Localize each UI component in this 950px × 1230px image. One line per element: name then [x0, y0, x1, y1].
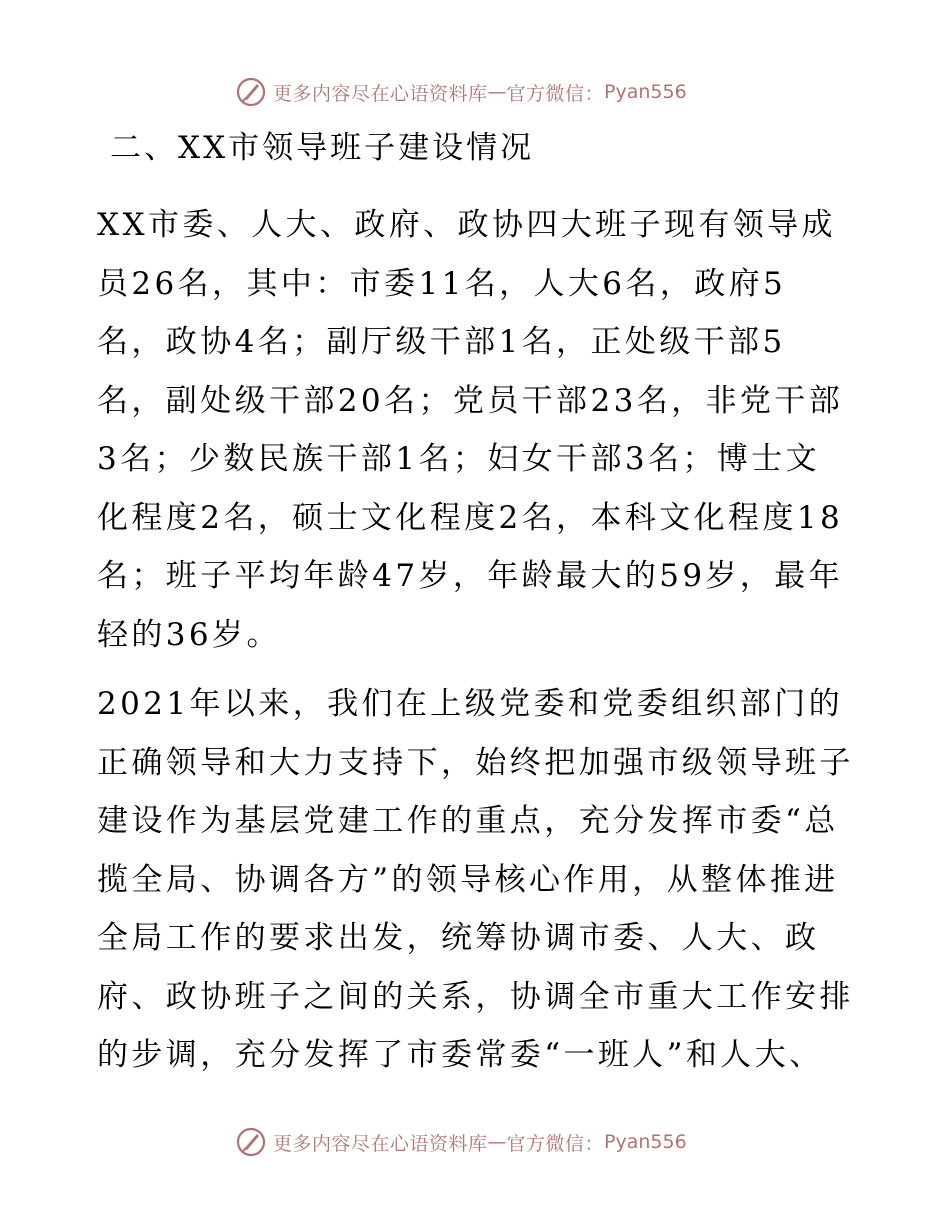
paragraph-line: 正确领导和大力支持下，始终把加强市级领导班子	[97, 744, 854, 781]
quill-logo-icon	[235, 1126, 267, 1158]
paragraph-line: 员26名，其中：市委11名，人大6名，政府5	[97, 265, 787, 302]
paragraph-2	[97, 675, 857, 1085]
watermark-handle: Pyan556	[604, 81, 687, 103]
paragraph-line: 府、政协班子之间的关系，协调全市重大工作安排	[97, 978, 854, 1015]
paragraph-line: 全局工作的要求出发，统筹协调市委、人大、政	[97, 920, 820, 956]
paragraph-line: 的步调，充分发挥了市委常委“一班人”和人大、	[97, 1037, 824, 1073]
paragraph-1	[97, 196, 857, 664]
watermark-handle: Pyan556	[604, 1131, 687, 1153]
watermark-separator: —	[487, 81, 507, 103]
watermark-main-text: 更多内容尽在心语资料库	[273, 1132, 488, 1155]
section-heading: 二、XX市领导班子建设情况	[110, 130, 535, 166]
paragraph-line: 建设作为基层党建工作的重点，充分发挥市委“总	[97, 803, 839, 839]
paragraph-line: XX市委、人大、政府、政协四大班子现有领导成	[97, 207, 836, 243]
paragraph-line: 名，政协4名；副厅级干部1名，正处级干部5	[97, 324, 786, 360]
paragraph-line: 轻的36岁。	[97, 616, 281, 653]
paragraph-line: 3名；少数民族干部1名；妇女干部3名；博士文	[97, 441, 820, 477]
paragraph-line: 名，副处级干部20名；党员干部23名，非党干部	[97, 382, 844, 419]
paragraph-line: 化程度2名，硕士文化程度2名，本科文化程度18	[97, 499, 844, 536]
header-watermark	[235, 74, 687, 110]
watermark-separator: —	[487, 1131, 507, 1153]
watermark-suffix-text: 官方微信：	[506, 1132, 605, 1155]
watermark-main-text: 更多内容尽在心语资料库	[273, 82, 488, 105]
watermark-suffix-text: 官方微信：	[506, 82, 605, 105]
paragraph-line: 2021年以来，我们在上级党委和党委组织部门的	[97, 686, 844, 722]
footer-watermark	[235, 1124, 687, 1160]
paragraph-line: 名；班子平均年龄47岁，年龄最大的59岁，最年	[97, 558, 844, 594]
quill-logo-icon	[235, 76, 267, 108]
paragraph-line: 揽全局、协调各方”的领导核心作用，从整体推进	[97, 861, 839, 898]
